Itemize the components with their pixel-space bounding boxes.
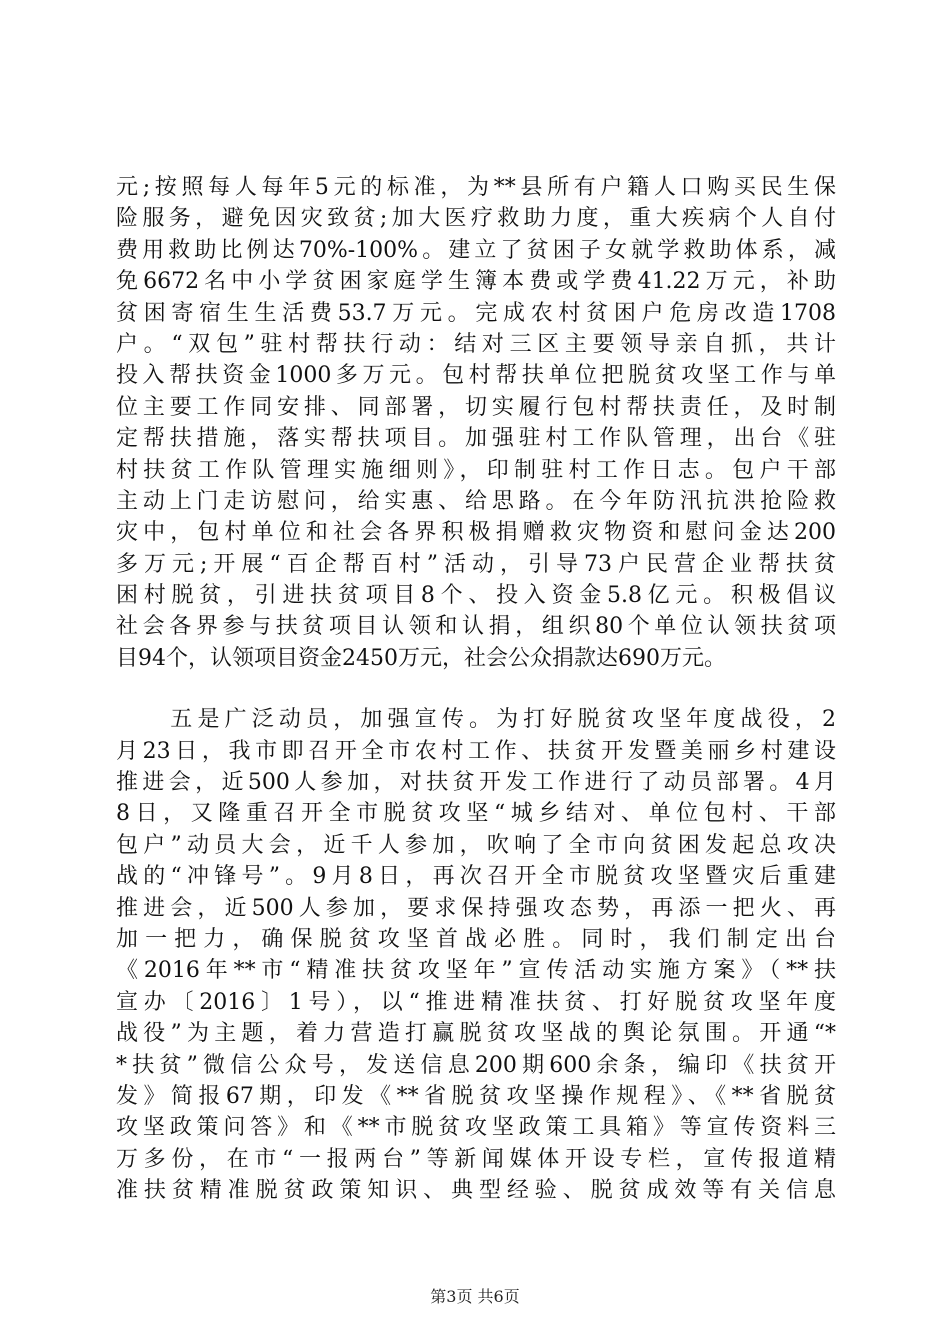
page-footer: 第3页 共6页 xyxy=(430,1287,520,1306)
paragraph-gap xyxy=(116,674,836,704)
text-line: 包户”动员大会，近千人参加，吹响了全市向贫困发起总攻决 xyxy=(116,832,836,858)
text-line: 险服务，避免因灾致贫;加大医疗救助力度，重大疾病个人自付 xyxy=(116,206,836,232)
text-line: 8日，又隆重召开全市脱贫攻坚“城乡结对、单位包村、干部 xyxy=(116,801,836,827)
text-line: 定帮扶措施，落实帮扶项目。加强驻村工作队管理，出台《驻 xyxy=(116,426,836,452)
text-line: 发》简报67期，印发《**省脱贫攻坚操作规程》、《**省脱贫 xyxy=(116,1083,836,1109)
text-line: 投入帮扶资金1000多万元。包村帮扶单位把脱贫攻坚工作与单 xyxy=(116,363,836,389)
text-line: 《2016年**市“精准扶贫攻坚年”宣传活动实施方案》（**扶 xyxy=(116,958,836,984)
text-line: 攻坚政策问答》和《**市脱贫攻坚政策工具箱》等宣传资料三 xyxy=(116,1115,836,1141)
text-line: 五是广泛动员，加强宣传。为打好脱贫攻坚年度战役，2 xyxy=(116,707,836,733)
text-line: 灾中，包村单位和社会各界积极捐赠救灾物资和慰问金达200 xyxy=(116,520,836,546)
text-line: 推进会，近500人参加，要求保持强攻态势，再添一把火、再 xyxy=(116,895,836,921)
paragraph-1 xyxy=(116,172,836,674)
text-line: 主动上门走访慰问，给实惠、给思路。在今年防汛抗洪抢险救 xyxy=(116,488,836,514)
text-line: 社会各界参与扶贫项目认领和认捐，组织80个单位认领扶贫项 xyxy=(116,614,836,640)
text-line: 免6672名中小学贫困家庭学生簿本费或学费41.22万元，补助 xyxy=(116,269,836,295)
text-line: 户。“双包”驻村帮扶行动：结对三区主要领导亲自抓，共计 xyxy=(116,331,836,357)
text-line: 万多份，在市“一报两台”等新闻媒体开设专栏，宣传报道精 xyxy=(116,1146,836,1172)
text-line: *扶贫”微信公众号，发送信息200期600余条，编印《扶贫开 xyxy=(116,1052,836,1078)
text-line: 多万元;开展“百企帮百村”活动，引导73户民营企业帮扶贫 xyxy=(116,551,836,577)
text-line: 位主要工作同安排、同部署，切实履行包村帮扶责任，及时制 xyxy=(116,394,836,420)
text-line: 推进会，近500人参加，对扶贫开发工作进行了动员部署。4月 xyxy=(116,770,836,796)
text-line: 目94个，认领项目资金2450万元，社会公众捐款达690万元。 xyxy=(116,645,726,671)
text-line: 村扶贫工作队管理实施细则》，印制驻村工作日志。包户干部 xyxy=(116,457,836,483)
text-line: 月23日，我市即召开全市农村工作、扶贫开发暨美丽乡村建设 xyxy=(116,738,836,764)
text-line: 战的“冲锋号”。9月8日，再次召开全市脱贫攻坚暨灾后重建 xyxy=(116,864,836,890)
text-line: 准扶贫精准脱贫政策知识、典型经验、脱贫成效等有关信息 xyxy=(116,1178,836,1204)
text-line: 加一把力，确保脱贫攻坚首战必胜。同时，我们制定出台 xyxy=(116,926,836,952)
text-line: 贫困寄宿生生活费53.7万元。完成农村贫困户危房改造1708 xyxy=(116,300,836,326)
paragraph-2 xyxy=(116,704,836,1206)
document-body xyxy=(116,172,836,1207)
text-line: 困村脱贫，引进扶贫项目8个、投入资金5.8亿元。积极倡议 xyxy=(116,583,836,609)
text-line: 宣办〔2016〕1号），以“推进精准扶贫、打好脱贫攻坚年度 xyxy=(116,989,836,1015)
text-line: 战役”为主题，着力营造打赢脱贫攻坚战的舆论氛围。开通“* xyxy=(116,1021,836,1047)
text-line: 元;按照每人每年5元的标准，为**县所有户籍人口购买民生保 xyxy=(116,175,836,200)
text-line: 费用救助比例达70%-100%。建立了贫困子女就学救助体系，减 xyxy=(116,237,836,263)
